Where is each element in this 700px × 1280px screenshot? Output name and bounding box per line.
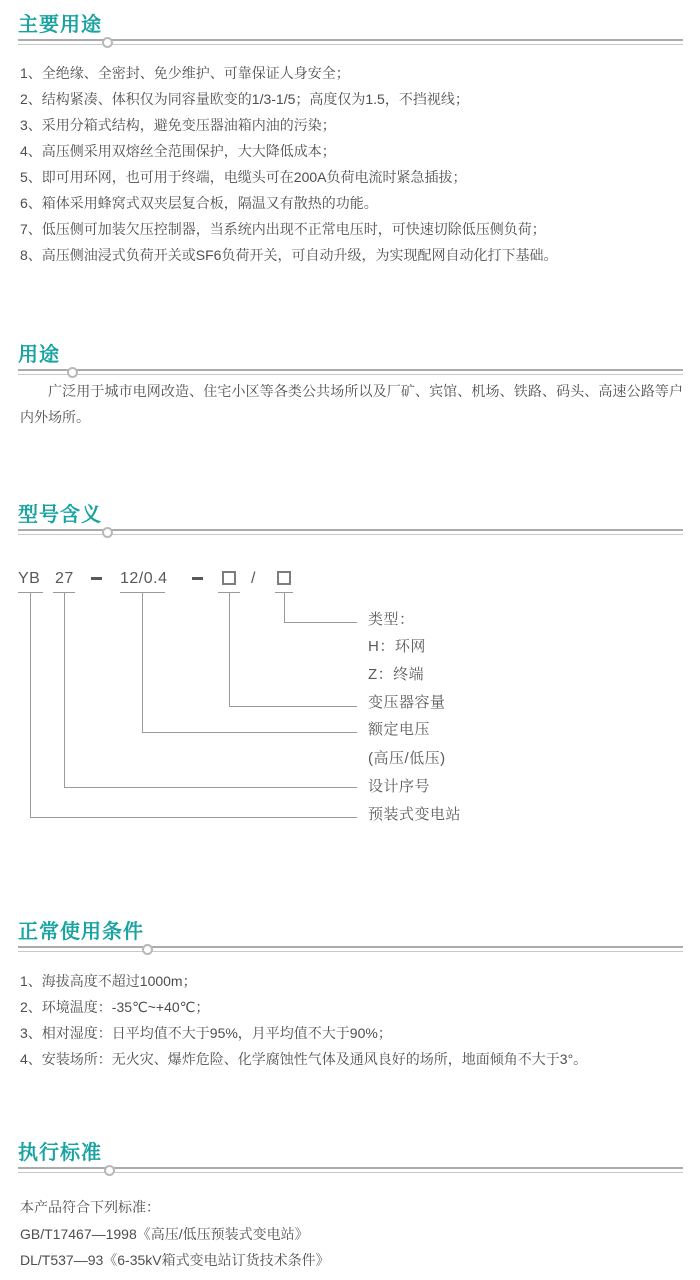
list-item: 2、环境温度：-35℃~+40℃； <box>20 999 210 1015</box>
dash-icon <box>192 577 203 580</box>
normal-conditions-list <box>20 968 684 1072</box>
standard-gb: GB/T17467—1998《高压/低压预装式变电站》 <box>20 1225 309 1242</box>
vertical-line <box>142 592 143 732</box>
rule-circle-decoration <box>102 527 113 538</box>
diagram-label-hv-lv: (高压/低压) <box>368 750 446 767</box>
model-code-series: YB <box>18 570 41 587</box>
diagram-label-prefab-substation: 预装式变电站 <box>368 806 462 823</box>
section-heading-uses <box>18 343 683 375</box>
connector-line <box>229 706 357 707</box>
list-item: 1、全绝缘、全密封、免少维护、可靠保证人身安全； <box>20 65 350 81</box>
list-item: 3、相对湿度：日平均值不大于95%，月平均值不大于90%； <box>20 1025 392 1041</box>
square-placeholder-icon <box>222 571 236 585</box>
section-heading-standards <box>18 1141 683 1173</box>
standards-lines <box>20 1194 684 1274</box>
vertical-line <box>284 592 285 622</box>
connector-line <box>64 787 357 788</box>
standards-intro: 本产品符合下列标准： <box>20 1199 160 1215</box>
list-item: 1、海拔高度不超过1000m； <box>20 973 197 989</box>
diagram-label-capacity: 变压器容量 <box>368 694 446 711</box>
dash-icon <box>91 577 102 580</box>
section-title-normal-conditions: 正常使用条件 <box>18 921 144 943</box>
heading-rule <box>18 946 683 952</box>
vertical-line <box>30 592 31 817</box>
model-code-slash: / <box>251 570 256 587</box>
list-item: 8、高压侧油浸式负荷开关或SF6负荷开关，可自动升级，为实现配网自动化打下基础。 <box>20 247 558 263</box>
rule-circle-decoration <box>102 37 113 48</box>
main-uses-list <box>20 60 684 268</box>
square-placeholder-icon <box>277 571 291 585</box>
vertical-line <box>64 592 65 787</box>
diagram-label-type-z: Z：终端 <box>368 666 425 683</box>
diagram-label-type-h: H：环网 <box>368 638 426 655</box>
model-code-design-no: 27 <box>55 570 74 587</box>
connector-line <box>142 732 357 733</box>
list-item: 7、低压侧可加装欠压控制器，当系统内出现不正常电压时，可快速切除低压侧负荷； <box>20 221 546 237</box>
rule-circle-decoration <box>142 944 153 955</box>
heading-rule <box>18 39 683 45</box>
list-item: 2、结构紧凑、体积仅为同容量欧变的1/3-1/5；高度仅为1.5，不挡视线； <box>20 91 469 107</box>
list-item: 5、即可用环网，也可用于终端，电缆头可在200A负荷电流时紧急插拔； <box>20 169 467 185</box>
diagram-label-rated-voltage: 额定电压 <box>368 721 431 738</box>
heading-rule <box>18 529 683 535</box>
connector-line <box>284 622 357 623</box>
standard-dl: DL/T537—93《6-35kV箱式变电站订货技术条件》 <box>20 1252 330 1268</box>
section-heading-main-uses <box>18 13 683 45</box>
section-title-standards: 执行标准 <box>18 1142 102 1164</box>
diagram-label-type: 类型： <box>368 611 415 628</box>
section-heading-model-meaning <box>18 503 683 535</box>
section-heading-normal-conditions <box>18 920 683 952</box>
vertical-line <box>229 592 230 706</box>
rule-circle-decoration <box>104 1165 115 1176</box>
section-title-uses: 用途 <box>18 344 60 366</box>
section-title-main-uses: 主要用途 <box>18 14 102 36</box>
list-item: 4、高压侧采用双熔丝全范围保护，大大降低成本； <box>20 143 336 159</box>
section-title-model-meaning: 型号含义 <box>18 504 102 526</box>
uses-paragraph: 广泛用于城市电网改造、住宅小区等各类公共场所以及厂矿、宾馆、机场、铁路、码头、高速公路等户内外场所。 <box>20 383 683 425</box>
list-item: 4、安装场所：无火灾、爆炸危险、化学腐蚀性气体及通风良好的场所，地面倾角不大于3°。 <box>20 1051 588 1067</box>
rule-circle-decoration <box>67 367 78 378</box>
list-item: 3、采用分箱式结构，避免变压器油箱内油的污染； <box>20 117 336 133</box>
model-code-diagram <box>0 560 700 860</box>
model-code-voltage: 12/0.4 <box>120 570 168 587</box>
heading-rule <box>18 369 683 375</box>
connector-line <box>30 817 357 818</box>
list-item: 6、箱体采用蜂窝式双夹层复合板，隔温又有散热的功能。 <box>20 195 378 211</box>
diagram-label-design-serial: 设计序号 <box>368 778 431 795</box>
heading-rule <box>18 1167 683 1173</box>
